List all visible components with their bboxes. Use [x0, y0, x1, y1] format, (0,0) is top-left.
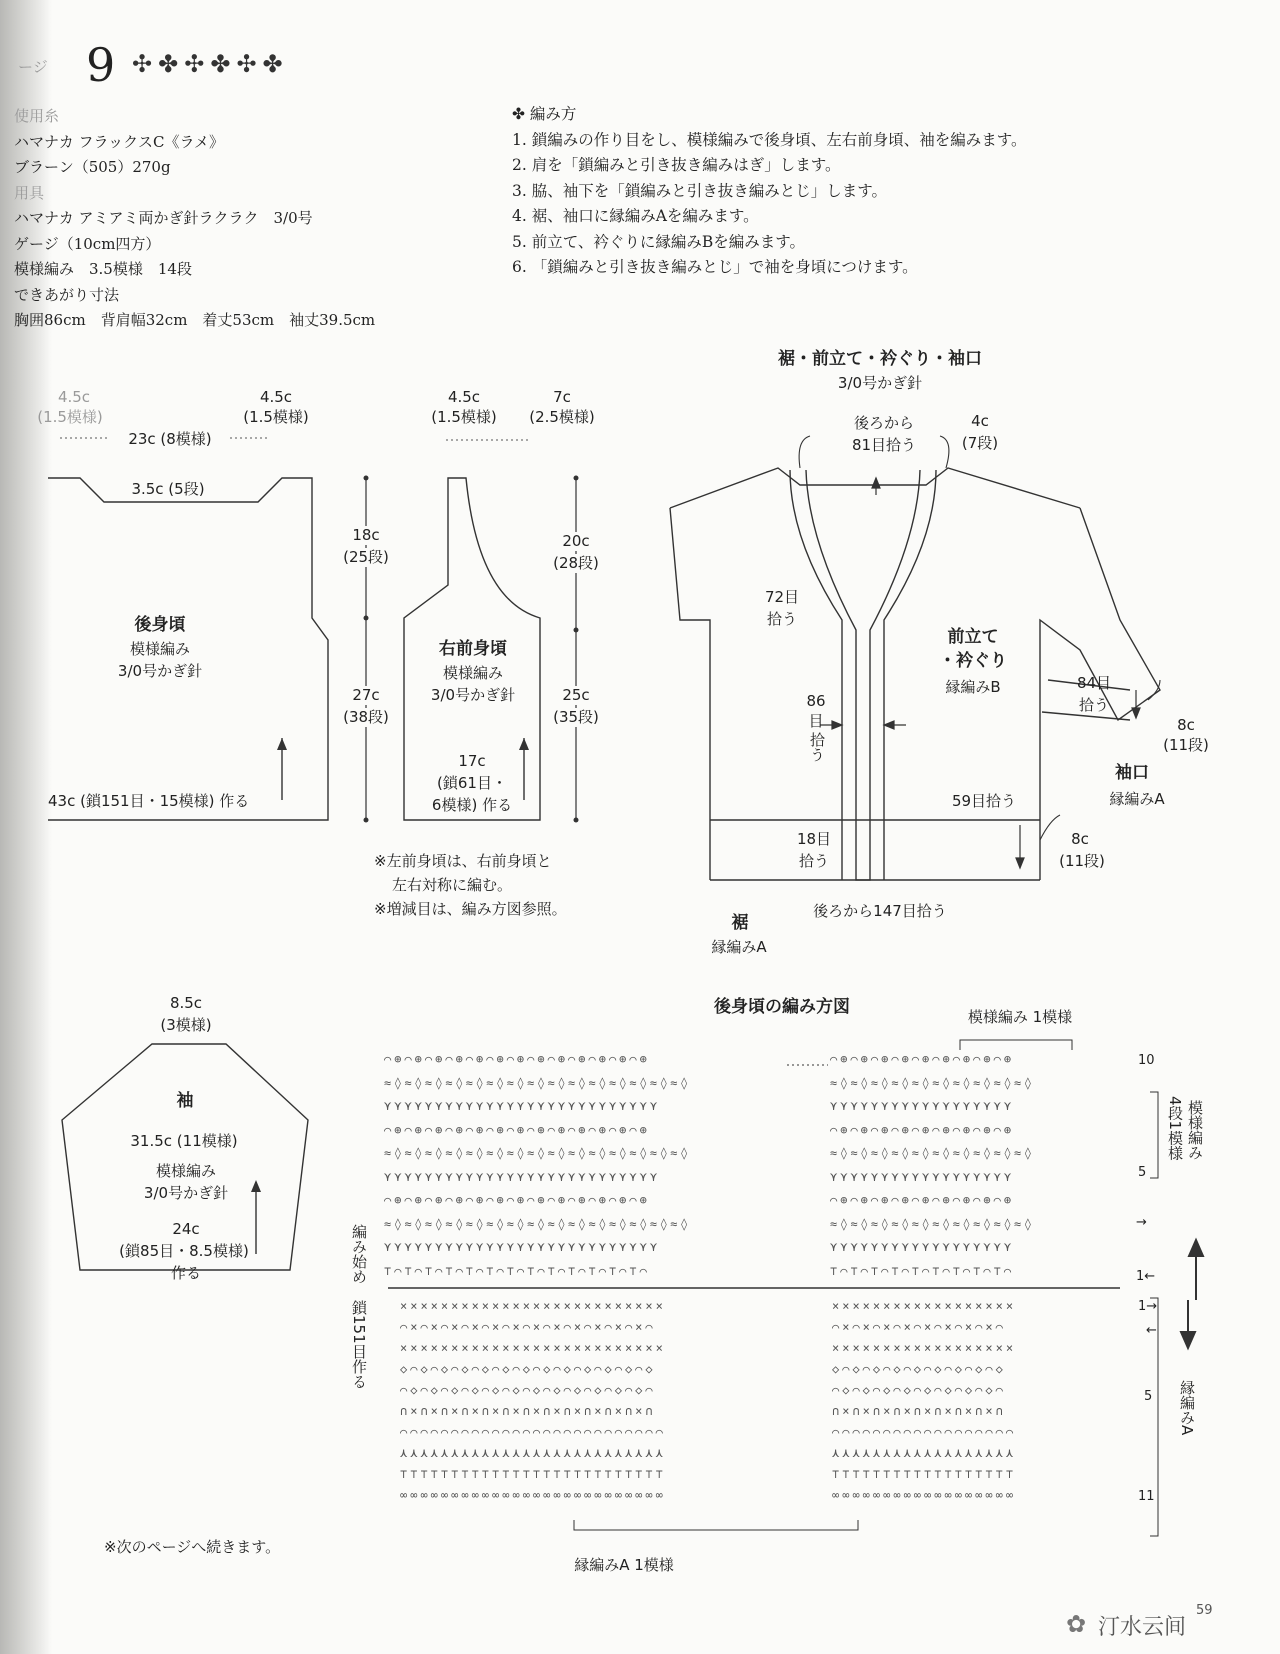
- back-shoulder-right-sub: (1.5模様): [243, 408, 309, 426]
- chain-label: 鎖151目作る: [350, 1300, 368, 1389]
- pattern-number: 9: [86, 38, 116, 92]
- edge-label: 縁編みA: [1178, 1380, 1196, 1436]
- sleeve-sub2: 3/0号かぎ針: [143, 1184, 229, 1202]
- method-step: 6. 「鎖編みと引き抜き編みとじ」で袖を身頃につけます。: [512, 258, 918, 276]
- front-pick-3: 拾う: [808, 732, 826, 762]
- edging-chart-left: ×××××××××××××××××××××××××× ⌒×⌒×⌒×⌒×⌒×⌒×⌒×⌒×⌒×⌒×⌒×⌒×⌒ ×××××××××××××××××××××××××× ◇⌒◇⌒◇⌒◇⌒◇⌒◇⌒◇⌒◇⌒◇⌒◇⌒◇⌒◇⌒◇ ⌒◇⌒◇⌒◇⌒◇⌒◇⌒◇⌒◇⌒◇⌒◇⌒◇⌒◇⌒◇⌒ ∩×∩×∩×∩×∩×∩×∩×∩×∩×∩×∩×∩×∩ ⌒⌒⌒⌒⌒⌒⌒⌒⌒⌒⌒⌒⌒⌒⌒⌒⌒⌒⌒⌒⌒⌒⌒⌒⌒⌒ ⋏⋏⋏⋏⋏⋏⋏⋏⋏⋏⋏⋏⋏⋏⋏⋏⋏⋏⋏⋏⋏⋏⋏⋏⋏⋏ ⊤⊤⊤⊤⊤⊤⊤⊤⊤⊤⊤⊤⊤⊤⊤⊤⊤⊤⊤⊤⊤⊤⊤⊤⊤⊤ ∞∞∞∞∞∞∞∞∞∞∞∞∞∞∞∞∞∞∞∞∞∞∞∞∞∞: [400, 1299, 666, 1502]
- back-body-sub1: 模様編み: [129, 640, 190, 658]
- assembly-hook: 3/0号かぎ針: [837, 374, 923, 392]
- materials-line: ブラーン（505）270g: [14, 158, 171, 176]
- front-shoulder-sub: (1.5模様): [431, 408, 497, 426]
- hem-height-rows: (11段): [1059, 852, 1105, 870]
- method-step: 5. 前立て、衿ぐりに縁編みBを編みます。: [512, 232, 806, 251]
- back-shoulder-left-sub: (1.5模様): [37, 408, 103, 426]
- front-band-title-2: ・衿ぐり: [939, 651, 1007, 671]
- front-body-sub2: 3/0号かぎ針: [430, 686, 516, 704]
- sleeve-bottom-width: 24c: [172, 1220, 200, 1238]
- row-arrow: →: [1136, 1215, 1147, 1230]
- direction-arrow-icon: [277, 738, 287, 750]
- materials-line: 使用糸: [14, 107, 60, 125]
- ornament-icon: ✣✤✣✤✣✤: [132, 50, 289, 78]
- edge-row-5: 5: [1144, 1389, 1153, 1404]
- sleeve-width: 31.5c (11模様): [114, 1132, 254, 1151]
- hem-pick-left: 18目: [796, 830, 832, 848]
- materials-line: できあがり寸法: [14, 285, 120, 304]
- materials-line: ゲージ（10cm四方）: [14, 234, 161, 253]
- sleeve-sub1: 模様編み: [155, 1162, 216, 1180]
- sleeve-bottom-chain: (鎖85目・8.5模様): [119, 1242, 249, 1260]
- front-bottom-chain: (鎖61目・: [437, 774, 507, 792]
- front-pick-2: 目: [808, 712, 824, 730]
- cuff-sub: 縁編みA: [1109, 790, 1165, 808]
- back-shoulder-right: 4.5c: [259, 388, 293, 406]
- direction-arrow-icon: [251, 1180, 261, 1192]
- back-bottom-chain: 43c (鎖151目・15模様) 作る: [48, 792, 250, 810]
- bottom-label: 縁編みA 1模様: [574, 1556, 674, 1574]
- stitch-chart-left: ⌒⊕⌒⊕⌒⊕⌒⊕⌒⊕⌒⊕⌒⊕⌒⊕⌒⊕⌒⊕⌒⊕⌒⊕⌒⊕ ≈◊≈◊≈◊≈◊≈◊≈◊≈◊≈◊≈◊≈◊≈◊≈◊≈◊≈◊≈◊ ⋎⋎⋎⋎⋎⋎⋎⋎⋎⋎⋎⋎⋎⋎⋎⋎⋎⋎⋎⋎⋎⋎⋎⋎⋎⋎⋎ ⌒⊕⌒⊕⌒⊕⌒⊕⌒⊕⌒⊕⌒⊕⌒⊕⌒⊕⌒⊕⌒⊕⌒⊕⌒⊕ ≈◊≈◊≈◊≈◊≈◊≈◊≈◊≈◊≈◊≈◊≈◊≈◊≈◊≈◊≈◊ ⋎⋎⋎⋎⋎⋎⋎⋎⋎⋎⋎⋎⋎⋎⋎⋎⋎⋎⋎⋎⋎⋎⋎⋎⋎⋎⋎ ⌒⊕⌒⊕⌒⊕⌒⊕⌒⊕⌒⊕⌒⊕⌒⊕⌒⊕⌒⊕⌒⊕⌒⊕⌒⊕ ≈◊≈◊≈◊≈◊≈◊≈◊≈◊≈◊≈◊≈◊≈◊≈◊≈◊≈◊≈◊ ⋎⋎⋎⋎⋎⋎⋎⋎⋎⋎⋎⋎⋎⋎⋎⋎⋎⋎⋎⋎⋎⋎⋎⋎⋎⋎⋎ ⊤⌒⊤⌒⊤⌒⊤⌒⊤⌒⊤⌒⊤⌒⊤⌒⊤⌒⊤⌒⊤⌒⊤⌒⊤⌒: [384, 1052, 691, 1278]
- page-number: 59: [1196, 1603, 1213, 1618]
- neck-pick: 72目: [764, 588, 800, 606]
- cuff-title: 袖口: [1115, 763, 1149, 783]
- front-bottom-repeat: 6模様) 作る: [431, 796, 513, 814]
- assembly-title: 裾・前立て・衿ぐり・袖口: [778, 349, 982, 369]
- front-lower-height: 25c: [548, 686, 604, 705]
- back-neck-depth: 3.5c (5段): [131, 480, 205, 498]
- watermark-text: 汀水云间: [1098, 1615, 1187, 1640]
- method-step: 3. 脇、袖下を「鎖編みと引き抜き編みとじ」します。: [512, 181, 887, 200]
- back-upper-rows: (25段): [332, 548, 400, 567]
- start-label: 編み始め: [350, 1224, 368, 1284]
- back-pick: 後ろから: [853, 414, 914, 432]
- row-10: 10: [1138, 1053, 1155, 1068]
- front-bottom-width: 17c: [458, 752, 486, 770]
- repeat-label: 模様編み 1模様: [967, 1008, 1073, 1026]
- hem-pick-right: 59目拾う: [951, 792, 1017, 810]
- band-width-rows: (7段): [961, 434, 999, 452]
- front-shoulder: 4.5c: [447, 388, 481, 406]
- back-upper-height: 18c: [338, 526, 394, 545]
- edging-chart-right: ×××××××××××××××××× ⌒×⌒×⌒×⌒×⌒×⌒×⌒×⌒×⌒ ×××××××××××××××××× ◇⌒◇⌒◇⌒◇⌒◇⌒◇⌒◇⌒◇⌒◇ ⌒◇⌒◇⌒◇⌒◇⌒◇⌒◇⌒◇⌒◇⌒ ∩×∩×∩×∩×∩×∩×∩×∩×∩ ⌒⌒⌒⌒⌒⌒⌒⌒⌒⌒⌒⌒⌒⌒⌒⌒⌒⌒ ⋏⋏⋏⋏⋏⋏⋏⋏⋏⋏⋏⋏⋏⋏⋏⋏⋏⋏ ⊤⊤⊤⊤⊤⊤⊤⊤⊤⊤⊤⊤⊤⊤⊤⊤⊤⊤ ∞∞∞∞∞∞∞∞∞∞∞∞∞∞∞∞∞∞: [832, 1299, 1017, 1502]
- front-pick: 86: [806, 692, 826, 710]
- front-body-sub1: 模様編み: [442, 664, 503, 682]
- front-note-3: ※増減目は、編み方図参照。: [374, 900, 567, 918]
- hem-back-pick: 後ろから147目拾う: [813, 902, 947, 920]
- back-pick-2: 81目拾う: [851, 436, 917, 454]
- band-width: 4c: [971, 412, 989, 430]
- materials-line: 胸囲86cm 背肩幅32cm 着丈53cm 袖丈39.5cm: [14, 311, 376, 329]
- hem-title: 裾: [731, 913, 749, 933]
- hem-sub: 縁編みA: [711, 938, 767, 956]
- method-step: 4. 裾、袖口に縁編みAを編みます。: [512, 207, 759, 225]
- back-lower-rows: (38段): [332, 708, 400, 727]
- sleeve-top: 8.5c: [169, 994, 203, 1012]
- flower-bullet-icon: ✤: [512, 105, 530, 123]
- front-lower-rows: (35段): [542, 708, 610, 727]
- cuff-height: 8c: [1177, 716, 1195, 734]
- wechat-icon: ✿: [1066, 1610, 1087, 1638]
- chart-title: 後身頃の編み方図: [714, 997, 850, 1017]
- neck-pick-2: 拾う: [766, 610, 797, 628]
- front-neck-sub: (2.5模様): [529, 408, 595, 426]
- front-neck: 7c: [553, 388, 571, 406]
- cuff-height-rows: (11段): [1163, 736, 1209, 754]
- method-title: 編み方: [529, 105, 577, 123]
- back-body-sub2: 3/0号かぎ針: [117, 662, 203, 680]
- front-upper-rows: (28段): [542, 554, 610, 573]
- row-5: 5: [1138, 1165, 1147, 1180]
- side-label: 4段1模様: [1166, 1096, 1184, 1161]
- front-band-sub: 縁編みB: [945, 678, 1001, 696]
- edge-row-11: 11: [1138, 1489, 1155, 1504]
- cuff-pick: 84目: [1076, 674, 1112, 692]
- cuff-pick-2: 拾う: [1078, 696, 1109, 714]
- front-note-2: 左右対称に編む。: [392, 876, 513, 894]
- page-label: ージ: [18, 58, 48, 76]
- edge-row-arrow: ←: [1146, 1323, 1157, 1338]
- continue-note: ※次のページへ続きます。: [104, 1538, 281, 1556]
- edge-row-1: 1→: [1138, 1299, 1158, 1314]
- sleeve-bottom-make: 作る: [170, 1264, 201, 1282]
- back-body-title: 後身頃: [134, 615, 186, 635]
- back-lower-height: 27c: [338, 686, 394, 705]
- row-1: 1←: [1136, 1269, 1156, 1284]
- stitch-chart-right: ⌒⊕⌒⊕⌒⊕⌒⊕⌒⊕⌒⊕⌒⊕⌒⊕⌒⊕ ≈◊≈◊≈◊≈◊≈◊≈◊≈◊≈◊≈◊≈◊ ⋎⋎⋎⋎⋎⋎⋎⋎⋎⋎⋎⋎⋎⋎⋎⋎⋎⋎ ⌒⊕⌒⊕⌒⊕⌒⊕⌒⊕⌒⊕⌒⊕⌒⊕⌒⊕ ≈◊≈◊≈◊≈◊≈◊≈◊≈◊≈◊≈◊≈◊ ⋎⋎⋎⋎⋎⋎⋎⋎⋎⋎⋎⋎⋎⋎⋎⋎⋎⋎ ⌒⊕⌒⊕⌒⊕⌒⊕⌒⊕⌒⊕⌒⊕⌒⊕⌒⊕ ≈◊≈◊≈◊≈◊≈◊≈◊≈◊≈◊≈◊≈◊ ⋎⋎⋎⋎⋎⋎⋎⋎⋎⋎⋎⋎⋎⋎⋎⋎⋎⋎ ⊤⌒⊤⌒⊤⌒⊤⌒⊤⌒⊤⌒⊤⌒⊤⌒⊤⌒: [830, 1052, 1035, 1278]
- back-shoulder-left: 4.5c: [57, 388, 91, 406]
- front-body-title: 右前身頃: [439, 639, 507, 659]
- method-step: 1. 鎖編みの作り目をし、模様編みで後身頃、左右前身頃、袖を編みます。: [512, 130, 1027, 149]
- front-band-title: 前立て: [947, 627, 999, 647]
- direction-arrow-icon: [519, 738, 529, 750]
- materials-line: 模様編み 3.5模様 14段: [14, 260, 192, 278]
- materials-line: 用具: [14, 183, 45, 202]
- materials-line: ハマナカ アミアミ両かぎ針ラクラク 3/0号: [14, 209, 313, 227]
- materials-line: ハマナカ フラックスC《ラメ》: [14, 132, 225, 151]
- hem-height: 8c: [1071, 830, 1089, 848]
- sleeve-title: 袖: [176, 1091, 194, 1111]
- sleeve-top-sub: (3模様): [160, 1016, 212, 1034]
- back-neck-width: 23c (8模様): [110, 430, 230, 449]
- front-upper-height: 20c: [548, 532, 604, 551]
- hem-pick-left-2: 拾う: [798, 852, 829, 870]
- method-step: 2. 肩を「鎖編みと引き抜き編みはぎ」します。: [512, 156, 841, 174]
- front-note-1: ※左前身頃は、右前身頃と: [374, 852, 552, 870]
- side-label-2: 模様編み: [1186, 1100, 1204, 1160]
